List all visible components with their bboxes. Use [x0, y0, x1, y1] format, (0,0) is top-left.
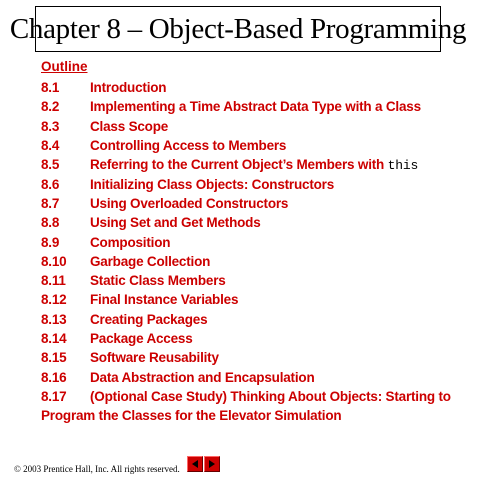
outline-item [41, 78, 471, 97]
outline-item-number: 8.6 [41, 176, 60, 192]
outline-item-text: Initializing Class Objects: Constructors [90, 176, 335, 192]
next-slide-button[interactable] [204, 456, 220, 472]
outline-item-text: Introduction [90, 80, 167, 96]
outline-item [41, 329, 471, 348]
outline-item-number: 8.16 [41, 369, 67, 385]
outline-item-text: Final Instance Variables [90, 292, 239, 308]
outline-item-number: 8.11 [41, 273, 66, 289]
outline-item-text: Package Access [90, 331, 193, 346]
outline-item [41, 213, 471, 232]
outline-item-number: 8.8 [41, 215, 60, 231]
outline-item-number: 8.4 [41, 138, 60, 154]
outline-item-number: 8.3 [41, 118, 60, 134]
copyright-footer: © 2003 Prentice Hall, Inc. All rights reserved. [14, 464, 180, 474]
outline-item-text: Implementing a Time Abstract Data Type with a Class [90, 99, 421, 115]
outline-item [41, 387, 471, 406]
outline-item-number: 8.10 [41, 253, 67, 269]
outline-item-text: Software Reusability [90, 350, 219, 366]
triangle-left-icon [192, 460, 198, 468]
outline-item-text: Garbage Collection [90, 253, 211, 269]
outline-item [41, 155, 471, 174]
outline-item-text: Creating Packages [90, 311, 208, 327]
outline-item-number: 8.1 [41, 80, 60, 96]
outline-item-number: 8.9 [41, 234, 60, 250]
outline-item-continuation: Program the Classes for the Elevator Simulation [41, 408, 342, 424]
outline-item-text: Composition [90, 234, 171, 250]
outline-item [41, 232, 471, 251]
outline-item-text-main: Referring to the Current Object’s Members with [90, 156, 388, 172]
outline-list [41, 78, 471, 425]
outline-item-text: Controlling Access to Members [90, 138, 287, 154]
page-title: Chapter 8 – Object-Based Programming [9, 12, 467, 45]
outline-item-text: Class Scope [90, 118, 169, 134]
outline-item [41, 174, 471, 193]
outline-item [41, 367, 471, 386]
outline-item-text: Using Overloaded Constructors [90, 195, 289, 211]
triangle-right-icon [209, 460, 215, 468]
previous-slide-button[interactable] [187, 456, 203, 472]
title-box [9, 6, 467, 52]
outline-item-number: 8.17 [41, 388, 67, 404]
outline-item-number: 8.2 [41, 99, 60, 115]
outline-item [41, 97, 471, 116]
outline-heading: Outline [41, 59, 88, 74]
outline-item [41, 271, 471, 290]
outline-item-text: (Optional Case Study) Thinking About Objects: Starting to [90, 388, 451, 404]
outline-item-number: 8.14 [41, 331, 67, 346]
outline-item-text: Data Abstraction and Encapsulation [90, 369, 315, 385]
outline-item-number: 8.7 [41, 195, 60, 211]
outline-item [41, 310, 471, 329]
code-keyword: this [387, 157, 419, 173]
outline-item [41, 194, 471, 213]
outline-item-text: Static Class Members [90, 273, 226, 289]
outline-item-number: 8.12 [41, 292, 67, 308]
outline-item-text: Using Set and Get Methods [90, 215, 261, 231]
outline-item-number: 8.15 [41, 350, 67, 366]
outline-item [41, 252, 471, 271]
outline-item-number: 8.13 [41, 311, 67, 327]
outline-item-text [90, 157, 471, 173]
outline-item [41, 117, 471, 136]
outline-item [41, 290, 471, 309]
outline-item-number: 8.5 [41, 157, 60, 173]
outline-item [41, 348, 471, 367]
outline-item [41, 136, 471, 155]
